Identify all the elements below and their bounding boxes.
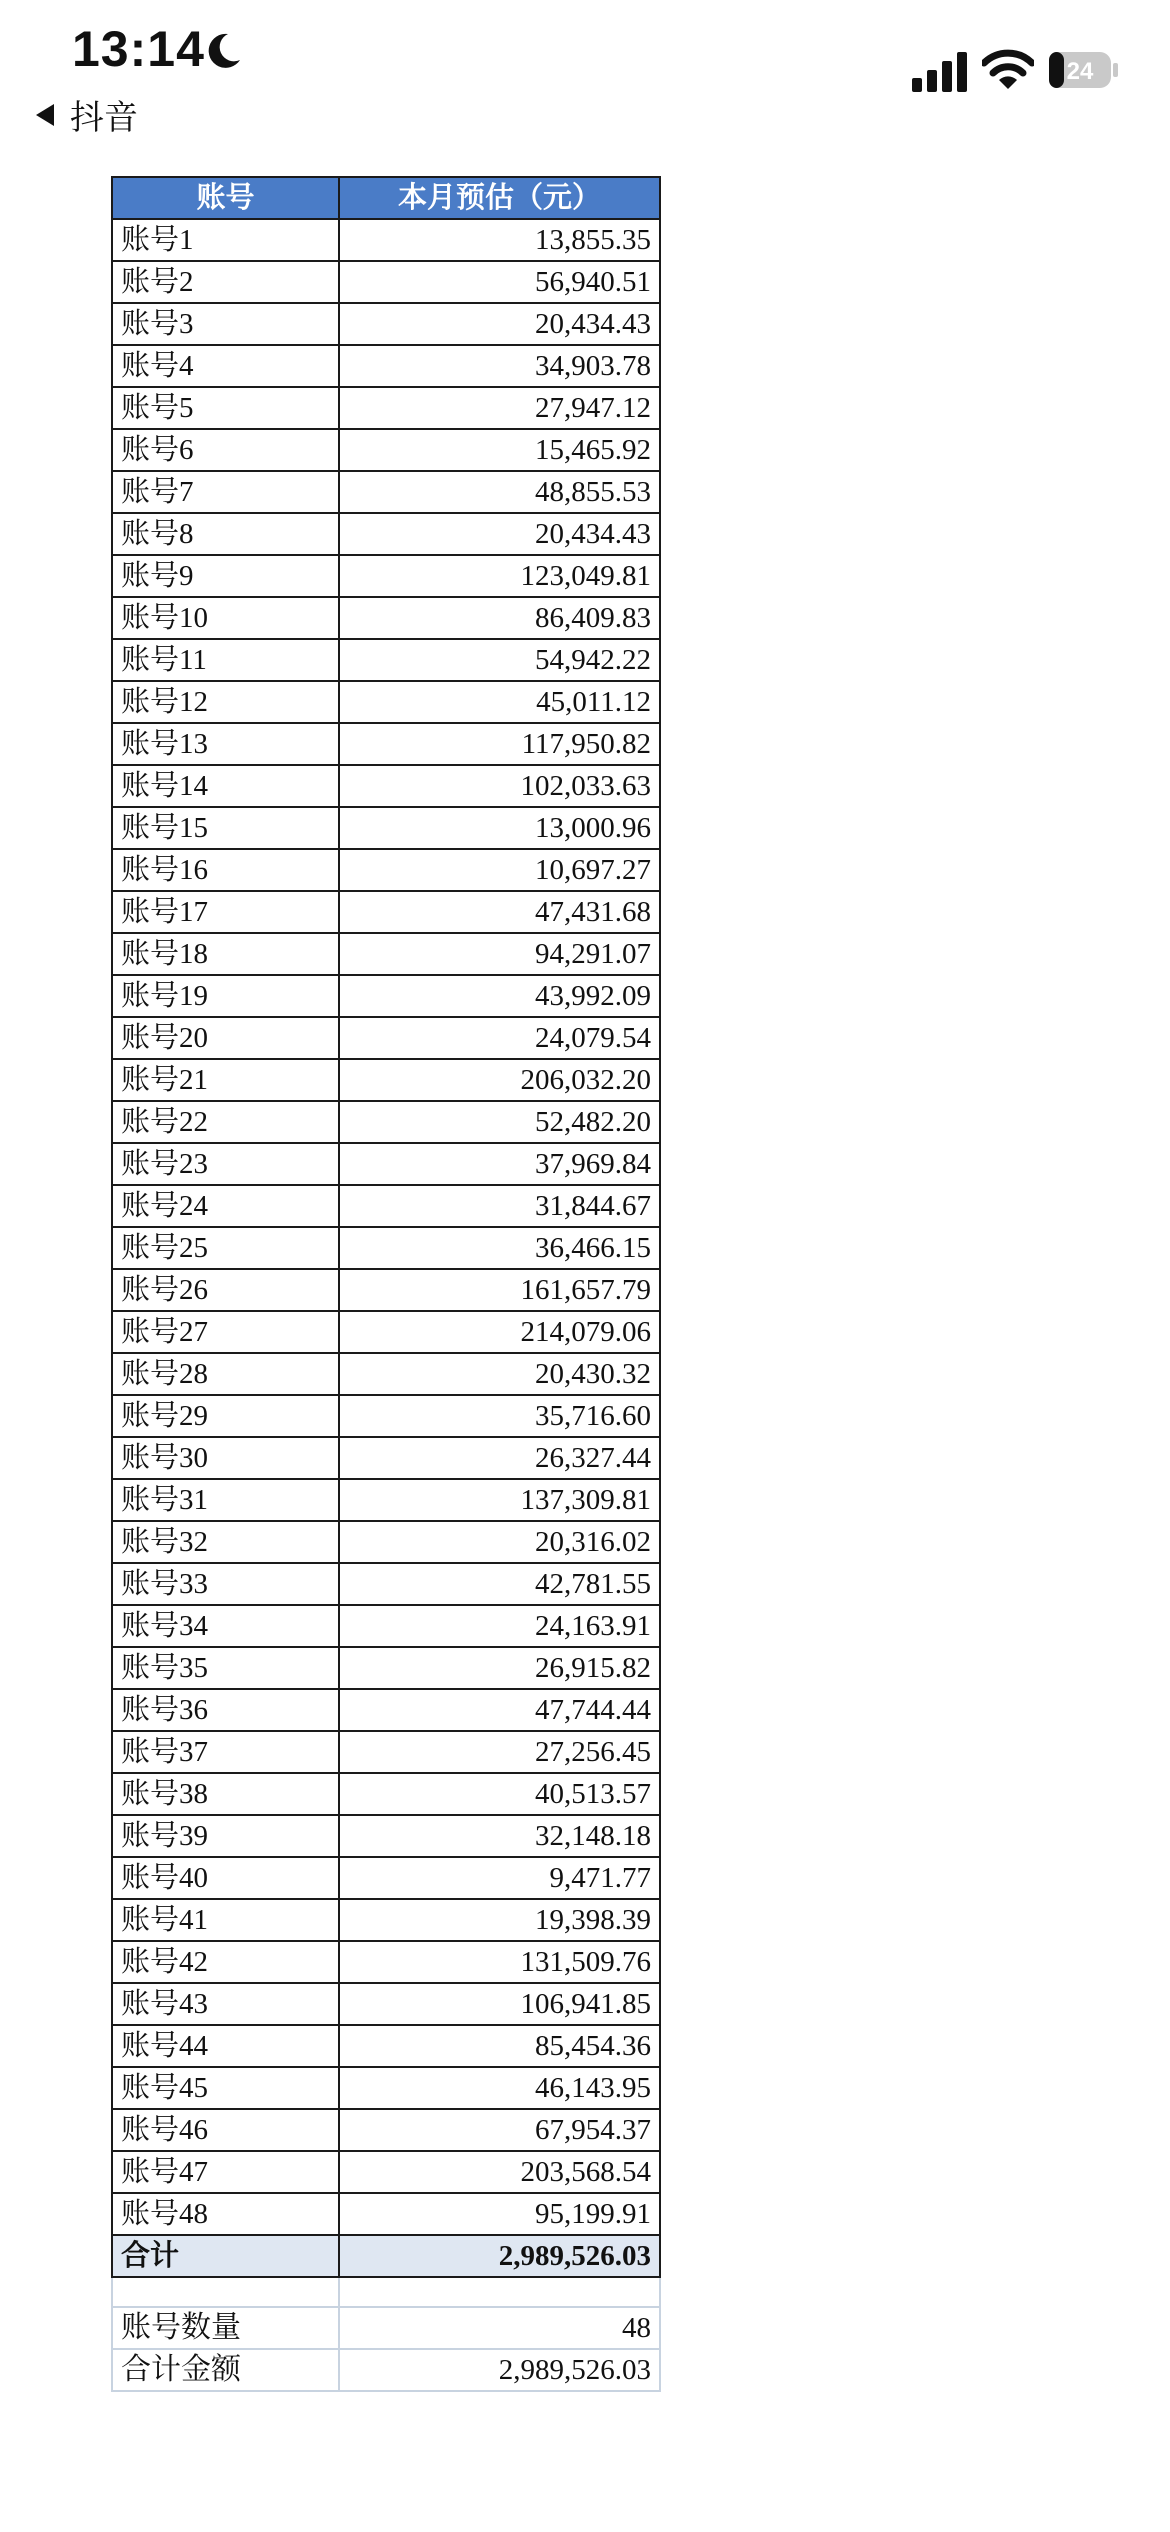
estimate-value-cell: 206,032.20 [339, 1059, 660, 1101]
account-name-cell: 账号43 [112, 1983, 339, 2025]
account-name-cell: 账号7 [112, 471, 339, 513]
summary-value: 2,989,526.03 [339, 2349, 660, 2391]
table-row [112, 891, 660, 933]
account-name-cell: 账号3 [112, 303, 339, 345]
estimate-value-cell: 67,954.37 [339, 2109, 660, 2151]
table-row [112, 1269, 660, 1311]
table-row [112, 513, 660, 555]
table-row [112, 765, 660, 807]
estimate-value-cell: 46,143.95 [339, 2067, 660, 2109]
estimate-value-cell: 35,716.60 [339, 1395, 660, 1437]
summary-label: 账号数量 [112, 2307, 339, 2349]
account-name-cell: 账号36 [112, 1689, 339, 1731]
estimate-value-cell: 27,947.12 [339, 387, 660, 429]
table-row [112, 219, 660, 261]
account-name-cell: 账号9 [112, 555, 339, 597]
table-row [112, 1941, 660, 1983]
account-name-cell: 账号41 [112, 1899, 339, 1941]
total-value: 2,989,526.03 [339, 2235, 660, 2277]
estimate-value-cell: 137,309.81 [339, 1479, 660, 1521]
estimate-value-cell: 203,568.54 [339, 2151, 660, 2193]
summary-row-count [112, 2307, 660, 2349]
table-row [112, 933, 660, 975]
table-row [112, 1437, 660, 1479]
wifi-icon [982, 48, 1034, 92]
table-row [112, 597, 660, 639]
account-name-cell: 账号15 [112, 807, 339, 849]
estimate-value-cell: 13,855.35 [339, 219, 660, 261]
account-name-cell: 账号21 [112, 1059, 339, 1101]
account-name-cell: 账号27 [112, 1311, 339, 1353]
estimate-value-cell: 86,409.83 [339, 597, 660, 639]
table-row [112, 2109, 660, 2151]
account-name-cell: 账号33 [112, 1563, 339, 1605]
estimate-value-cell: 37,969.84 [339, 1143, 660, 1185]
estimate-value-cell: 20,434.43 [339, 303, 660, 345]
estimate-value-cell: 36,466.15 [339, 1227, 660, 1269]
table-row [112, 1101, 660, 1143]
account-name-cell: 账号14 [112, 765, 339, 807]
summary-label: 合计金额 [112, 2349, 339, 2391]
account-name-cell: 账号4 [112, 345, 339, 387]
table-row [112, 849, 660, 891]
table-row [112, 1731, 660, 1773]
account-name-cell: 账号17 [112, 891, 339, 933]
estimate-value-cell: 54,942.22 [339, 639, 660, 681]
table-row [112, 1605, 660, 1647]
account-name-cell: 账号13 [112, 723, 339, 765]
account-name-cell: 账号29 [112, 1395, 339, 1437]
account-name-cell: 账号45 [112, 2067, 339, 2109]
account-name-cell: 账号35 [112, 1647, 339, 1689]
account-name-cell: 账号48 [112, 2193, 339, 2235]
estimate-value-cell: 47,431.68 [339, 891, 660, 933]
table-row [112, 1479, 660, 1521]
account-name-cell: 账号38 [112, 1773, 339, 1815]
table-row [112, 2193, 660, 2235]
battery-icon [1048, 50, 1120, 90]
estimate-value-cell: 52,482.20 [339, 1101, 660, 1143]
table-row [112, 1647, 660, 1689]
estimate-value-cell: 31,844.67 [339, 1185, 660, 1227]
account-name-cell: 账号2 [112, 261, 339, 303]
estimate-value-cell: 94,291.07 [339, 933, 660, 975]
account-name-cell: 账号31 [112, 1479, 339, 1521]
account-name-cell: 账号19 [112, 975, 339, 1017]
estimate-value-cell: 42,781.55 [339, 1563, 660, 1605]
estimate-value-cell: 45,011.12 [339, 681, 660, 723]
table-row [112, 1185, 660, 1227]
table-row [112, 2067, 660, 2109]
table-row [112, 2025, 660, 2067]
account-name-cell: 账号47 [112, 2151, 339, 2193]
table-row [112, 1899, 660, 1941]
back-app-label: 抖音 [70, 99, 138, 137]
estimate-value-cell: 161,657.79 [339, 1269, 660, 1311]
spreadsheet [111, 176, 659, 2392]
table-row [112, 1353, 660, 1395]
account-name-cell: 账号26 [112, 1269, 339, 1311]
account-name-cell: 账号20 [112, 1017, 339, 1059]
account-name-cell: 账号37 [112, 1731, 339, 1773]
account-name-cell: 账号18 [112, 933, 339, 975]
table-row [112, 387, 660, 429]
estimate-value-cell: 26,327.44 [339, 1437, 660, 1479]
account-name-cell: 账号24 [112, 1185, 339, 1227]
estimate-value-cell: 56,940.51 [339, 261, 660, 303]
estimate-value-cell: 48,855.53 [339, 471, 660, 513]
table-row [112, 2151, 660, 2193]
back-to-app-button[interactable] [36, 90, 138, 139]
account-name-cell: 账号28 [112, 1353, 339, 1395]
battery-level: 24 [1066, 58, 1094, 85]
account-name-cell: 账号1 [112, 219, 339, 261]
account-name-cell: 账号23 [112, 1143, 339, 1185]
total-label: 合计 [112, 2235, 339, 2277]
table-row [112, 681, 660, 723]
table-row [112, 1563, 660, 1605]
table-row [112, 471, 660, 513]
estimate-value-cell: 43,992.09 [339, 975, 660, 1017]
table-row [112, 1227, 660, 1269]
estimate-value-cell: 24,079.54 [339, 1017, 660, 1059]
account-name-cell: 账号32 [112, 1521, 339, 1563]
estimate-value-cell: 26,915.82 [339, 1647, 660, 1689]
table-row [112, 429, 660, 471]
estimate-value-cell: 20,316.02 [339, 1521, 660, 1563]
estimate-value-cell: 123,049.81 [339, 555, 660, 597]
estimate-value-cell: 85,454.36 [339, 2025, 660, 2067]
account-name-cell: 账号34 [112, 1605, 339, 1647]
account-name-cell: 账号46 [112, 2109, 339, 2151]
account-name-cell: 账号30 [112, 1437, 339, 1479]
estimate-value-cell: 13,000.96 [339, 807, 660, 849]
table-row [112, 723, 660, 765]
account-name-cell: 账号25 [112, 1227, 339, 1269]
estimate-value-cell: 117,950.82 [339, 723, 660, 765]
estimate-value-cell: 106,941.85 [339, 1983, 660, 2025]
blank-cell [112, 2277, 339, 2307]
estimate-value-cell: 20,430.32 [339, 1353, 660, 1395]
estimate-value-cell: 102,033.63 [339, 765, 660, 807]
table-row [112, 975, 660, 1017]
table-row [112, 303, 660, 345]
estimate-value-cell: 131,509.76 [339, 1941, 660, 1983]
estimate-value-cell: 32,148.18 [339, 1815, 660, 1857]
account-name-cell: 账号12 [112, 681, 339, 723]
estimate-value-cell: 19,398.39 [339, 1899, 660, 1941]
table-row [112, 1521, 660, 1563]
total-row [112, 2235, 660, 2277]
account-name-cell: 账号6 [112, 429, 339, 471]
table-row [112, 1311, 660, 1353]
account-name-cell: 账号8 [112, 513, 339, 555]
summary-value: 48 [339, 2307, 660, 2349]
header-estimate: 本月预估（元） [339, 177, 660, 219]
table-row [112, 1983, 660, 2025]
estimate-value-cell: 15,465.92 [339, 429, 660, 471]
estimate-value-cell: 95,199.91 [339, 2193, 660, 2235]
table-header-row [112, 177, 660, 219]
account-name-cell: 账号42 [112, 1941, 339, 1983]
table-row [112, 1815, 660, 1857]
table-row [112, 555, 660, 597]
cellular-signal-icon [912, 50, 968, 92]
estimate-value-cell: 27,256.45 [339, 1731, 660, 1773]
table-row [112, 1059, 660, 1101]
table-row [112, 1017, 660, 1059]
estimate-value-cell: 24,163.91 [339, 1605, 660, 1647]
table-row [112, 1857, 660, 1899]
estimate-value-cell: 34,903.78 [339, 345, 660, 387]
table-row [112, 1143, 660, 1185]
table-row [112, 807, 660, 849]
account-name-cell: 账号39 [112, 1815, 339, 1857]
summary-row-amount [112, 2349, 660, 2391]
account-name-cell: 账号10 [112, 597, 339, 639]
header-account: 账号 [112, 177, 339, 219]
table-row [112, 261, 660, 303]
account-name-cell: 账号11 [112, 639, 339, 681]
estimate-value-cell: 47,744.44 [339, 1689, 660, 1731]
estimate-value-cell: 214,079.06 [339, 1311, 660, 1353]
table-body [112, 219, 660, 2235]
account-name-cell: 账号16 [112, 849, 339, 891]
table-row [112, 639, 660, 681]
table-row [112, 345, 660, 387]
table-row [112, 1773, 660, 1815]
estimate-value-cell: 10,697.27 [339, 849, 660, 891]
moon-icon [202, 30, 244, 72]
estimate-value-cell: 9,471.77 [339, 1857, 660, 1899]
status-time: 13:14 [72, 21, 205, 77]
estimate-value-cell: 20,434.43 [339, 513, 660, 555]
status-bar [0, 0, 1170, 150]
account-name-cell: 账号22 [112, 1101, 339, 1143]
account-name-cell: 账号40 [112, 1857, 339, 1899]
blank-cell [339, 2277, 660, 2307]
table-row [112, 1395, 660, 1437]
account-name-cell: 账号44 [112, 2025, 339, 2067]
account-name-cell: 账号5 [112, 387, 339, 429]
table-row [112, 1689, 660, 1731]
back-triangle-icon [36, 104, 54, 126]
estimate-value-cell: 40,513.57 [339, 1773, 660, 1815]
earnings-table [111, 176, 661, 2392]
blank-row [112, 2277, 660, 2307]
